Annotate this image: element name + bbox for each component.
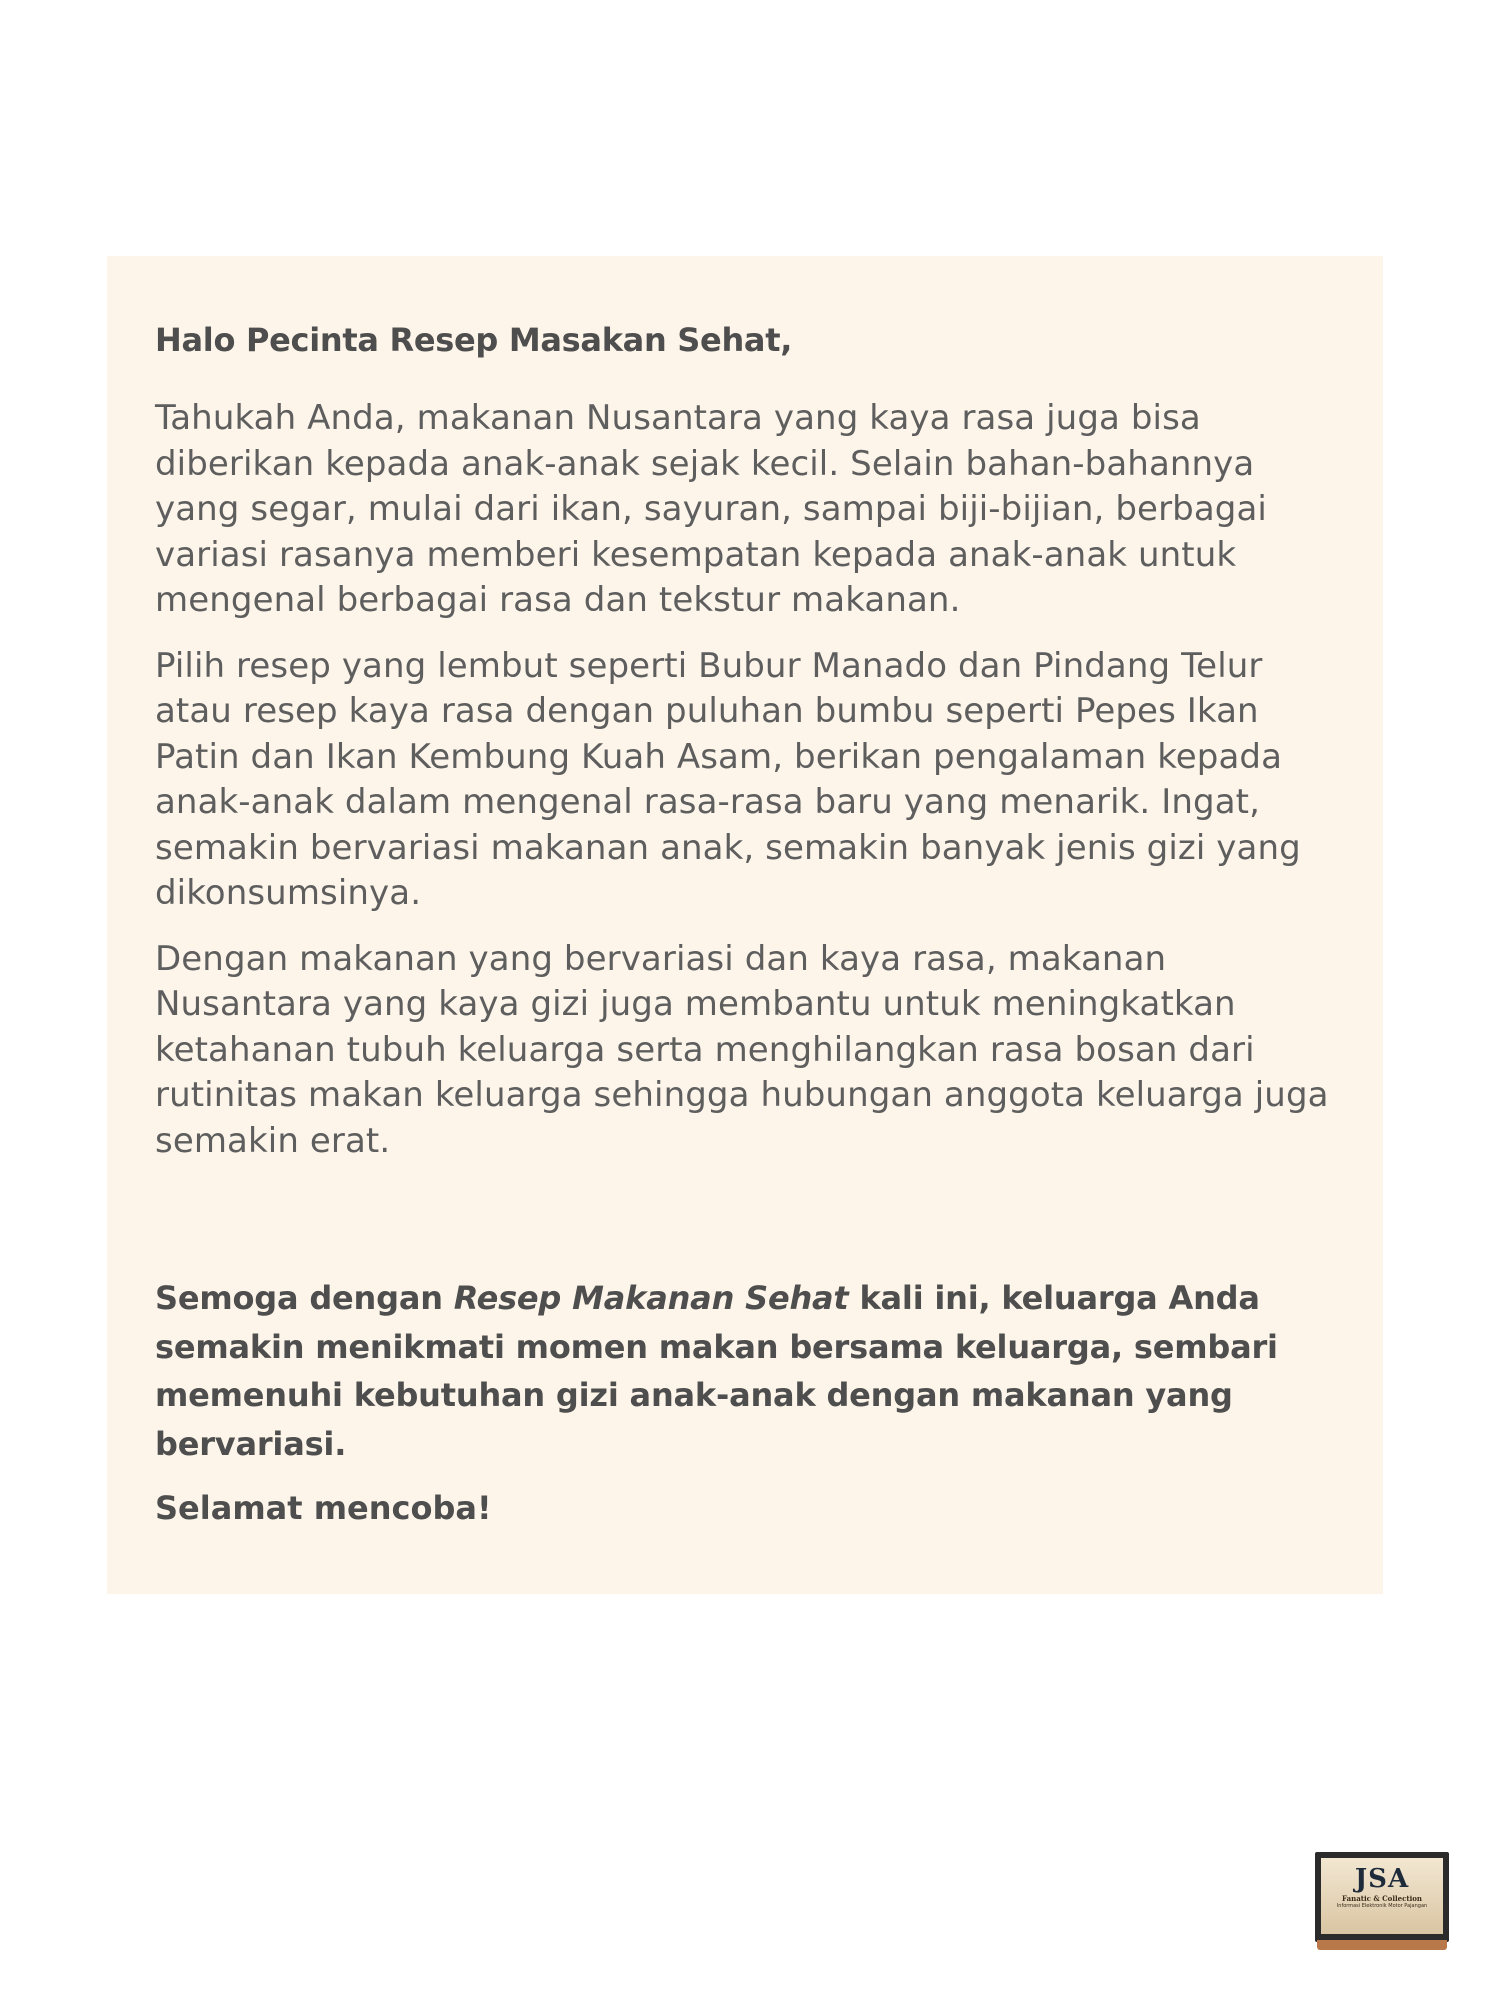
jsa-logo xyxy=(1315,1852,1449,1950)
paragraph-benefits: Dengan makanan yang bervariasi dan kaya rasa, makanan Nusantara yang kaya gizi juga membantu untuk meningkatkan ketahanan tubuh keluarga serta menghilangkan rasa bosan dari rutinitas makan keluarga sehingga hubungan anggota keluarga juga semakin erat. xyxy=(155,938,1329,1161)
greeting: Halo Pecinta Resep Masakan Sehat, xyxy=(155,321,793,359)
paragraph-intro: Tahukah Anda, makanan Nusantara yang kaya rasa juga bisa diberikan kepada anak-anak sejak kecil. Selain bahan-bahannya yang segar, mulai dari ikan, sayuran, sampai biji-bijian, berbagai variasi rasanya memberi kesempatan kepada anak-anak untuk mengenal berbagai rasa dan tekstur makanan. xyxy=(155,398,1267,620)
logo-subtitle: Fanatic & Collection xyxy=(1341,1894,1423,1903)
closing-paragraph xyxy=(155,1274,1349,1468)
logo-screen xyxy=(1321,1858,1443,1934)
logo-keyboard-stand xyxy=(1317,1940,1447,1950)
logo-tagline: Informasi Elektronik Motor Pajangan xyxy=(1336,1903,1428,1909)
signoff: Selamat mencoba! xyxy=(155,1489,492,1527)
closing-prefix: Semoga dengan xyxy=(155,1279,454,1317)
letter-box xyxy=(107,256,1383,1594)
closing-suffix: kali ini, keluarga Anda semakin menikmati momen makan bersama keluarga, sembari memenuhi kebutuhan gizi anak-anak dengan makanan yang bervariasi. xyxy=(155,1279,1278,1463)
logo-monitor-frame xyxy=(1315,1852,1449,1942)
paragraph-recipes: Pilih resep yang lembut seperti Bubur Manado dan Pindang Telur atau resep kaya rasa dengan puluhan bumbu seperti Pepes Ikan Patin dan Ikan Kembung Kuah Asam, berikan pengalaman kepada anak-anak dalam mengenal rasa-rasa baru yang menarik. Ingat, semakin bervariasi makanan anak, semakin banyak jenis gizi yang dikonsumsinya. xyxy=(155,645,1301,913)
closing-book-title: Resep Makanan Sehat xyxy=(453,1279,849,1317)
logo-title: JSA xyxy=(1354,1864,1410,1894)
